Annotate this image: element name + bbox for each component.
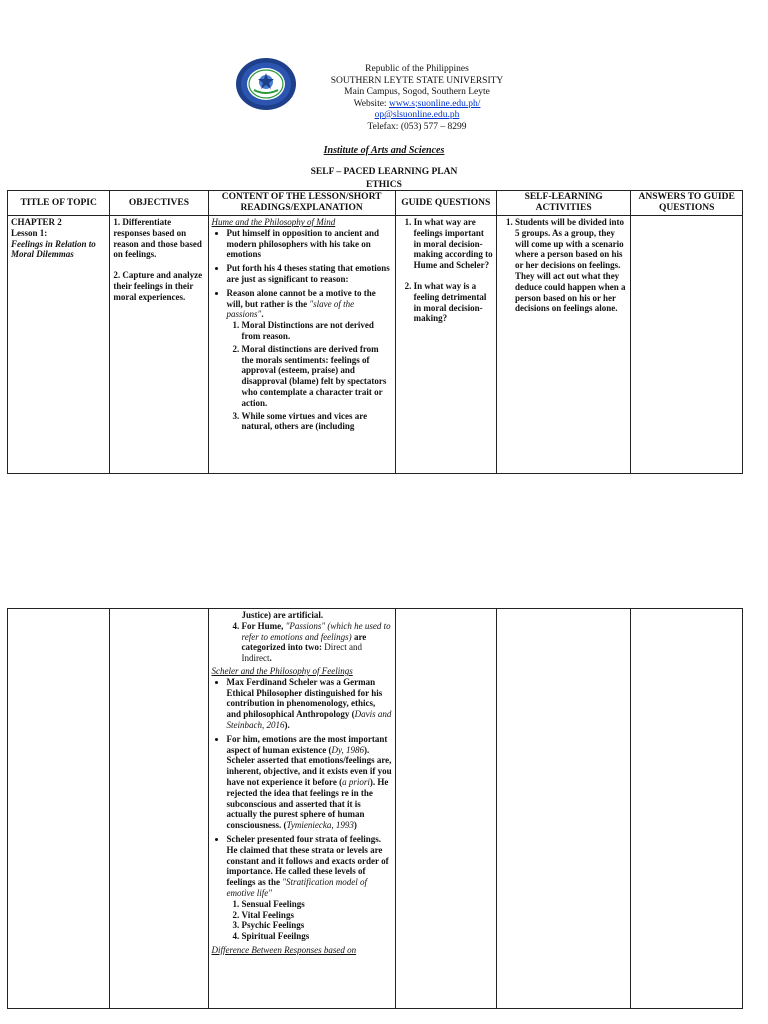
header-content: CONTENT OF THE LESSON/SHORT READINGS/EXPLANATION xyxy=(208,191,395,216)
thesis-quote: "Passions" (which he used to refer to emotions and feelings) xyxy=(241,620,391,642)
strata-list xyxy=(227,899,392,942)
university-name: SOUTHERN LEYTE STATE UNIVERSITY xyxy=(330,75,504,86)
citation: Dy, 1986 xyxy=(331,744,365,755)
objectives-cell xyxy=(110,216,208,474)
continued-text: Justice) are artificial. xyxy=(241,610,324,620)
list-item xyxy=(227,288,392,432)
topic-cell xyxy=(8,216,110,474)
learning-plan-table xyxy=(7,190,743,474)
section-heading-hume: Hume and the Philosophy of Mind xyxy=(211,217,336,227)
bullet-text: Reason alone cannot be a motive to the will, but rather is the xyxy=(226,287,376,309)
institute-name: Institute of Arts and Sciences xyxy=(323,145,445,156)
activities-list xyxy=(500,217,627,314)
activities-cell xyxy=(496,216,630,474)
section-heading-scheler: Scheler and the Philosophy of Feelings xyxy=(211,665,353,676)
citation: Davis and Steinbach, 2016 xyxy=(226,709,392,730)
guide-questions-cell-empty xyxy=(395,609,496,1009)
objectives-cell-empty xyxy=(110,609,208,1009)
thesis-text: For Hume, xyxy=(241,620,286,631)
list-item: 2. Vital Feelings xyxy=(242,910,392,921)
lesson-title: Feelings in Relation to Moral Dilemmas xyxy=(11,238,96,260)
plan-title xyxy=(0,166,768,191)
list-item: 2. In what way is a feeling detrimental in moral decision-making? xyxy=(414,281,493,324)
thesis-end: . xyxy=(269,653,272,664)
bullet-text: Max Ferdinand Scheler was a German Ethical Philosopher distinguished for his contribution in phenomenology, ethics, and philosophical Anthropology ( xyxy=(226,676,383,720)
list-item xyxy=(242,621,392,664)
list-item: 3. Psychic Feelings xyxy=(242,920,392,931)
guide-questions-cell xyxy=(395,216,496,474)
topic-cell-empty xyxy=(8,609,110,1009)
objective-item: 1. Differentiate responses based on reason and those based on feelings. xyxy=(113,217,202,260)
answers-cell xyxy=(631,216,743,474)
telefax-line: Telefax: (053) 577 – 8299 xyxy=(367,121,467,132)
list-item: 1. In what way are feelings important in moral decision-making according to Hume and Scheler? xyxy=(414,217,493,271)
bullet-text: Scheler presented four strata of feelings. He claimed that these strata or levels are constant and it follows and exacts order of importance. He called these levels of feelings as the xyxy=(226,833,389,888)
list-item: 3. While some virtues and vices are natural, others are (including xyxy=(242,411,392,433)
thesis-text: are categorized into two: xyxy=(241,631,367,653)
list-item: 1. Sensual Feelings xyxy=(242,899,392,910)
section-heading-difference: Difference Between Responses based on xyxy=(211,944,357,955)
thesis-categories: Direct and Indirect xyxy=(241,642,362,664)
header-answers: ANSWERS TO GUIDE QUESTIONS xyxy=(631,191,743,216)
answers-cell-empty xyxy=(631,609,743,1009)
header-activities: SELF-LEARNING ACTIVITIES xyxy=(496,191,630,216)
bullet-text: ). He rejected the idea that feelings re in the subconscious and asserted that it is actually the purest sphere of human consciousness. ( xyxy=(226,776,389,831)
list-item xyxy=(227,834,392,942)
list-item: 4. Spiritual Feeilngs xyxy=(242,931,392,942)
header-title-of-topic: TITLE OF TOPIC xyxy=(8,191,110,216)
website-line xyxy=(302,99,532,111)
bullet-text-end: . xyxy=(261,309,264,320)
hume-theses-list xyxy=(227,320,392,432)
website-link[interactable]: www.s;suonline.edu.ph/ xyxy=(388,98,481,109)
list-item: 1. Students will be divided into 5 groups. As a group, they will come up with a scenario where a person based on his or her decisions on feelings. They will act out what they deduce could happen when a person based on his or her decisions on feelings alone. xyxy=(515,217,627,314)
scheler-bullet-list xyxy=(212,677,392,942)
list-item: 1. Moral Distinctions are not derived from reason. xyxy=(242,320,392,342)
list-item xyxy=(227,734,392,831)
country-line: Republic of the Philippines xyxy=(365,64,469,74)
bullet-text-end: ) xyxy=(353,820,357,831)
email-link[interactable]: op@slsuonline.edu.ph xyxy=(374,110,460,120)
content-cell xyxy=(208,216,395,474)
university-seal-logo xyxy=(232,56,296,112)
list-item: • Put himself in opposition to ancient and modern philosophers with his take on emotions xyxy=(227,228,392,260)
objective-item: 2. Capture and analyze their feelings in their moral experiences. xyxy=(113,270,203,302)
model-name: "Stratification model of emotive life" xyxy=(226,877,368,898)
list-item xyxy=(227,677,392,731)
hume-theses-list-continued xyxy=(212,621,392,664)
bullet-quote: "slave of the passions" xyxy=(226,298,355,320)
letterhead-text xyxy=(302,64,532,133)
bullet-text: For him, emotions are the most important aspect of human existence ( xyxy=(226,733,388,755)
hume-bullet-list xyxy=(212,228,392,432)
chapter-label: CHAPTER 2 xyxy=(11,217,62,227)
list-item: • Put forth his 4 theses stating that emotions are just as significant to reason: xyxy=(227,263,392,285)
citation: Tymieniecka, 1993 xyxy=(286,820,354,831)
subject-line: ETHICS xyxy=(366,179,402,190)
latin-term: a priori xyxy=(342,776,370,787)
campus-line: Main Campus, Sogod, Southern Leyte xyxy=(344,87,490,97)
bullet-text: ). Scheler asserted that emotions/feelings are, inherent, objective, and it exists even if you have not experience it before ( xyxy=(226,744,392,787)
header-guide-questions: GUIDE QUESTIONS xyxy=(395,191,496,216)
list-item: 2. Moral distinctions are derived from the morals sentiments: feelings of approval (esteem, praise) and disapproval (blame) felt by spectators who contemplate a character trait or action. xyxy=(242,344,392,409)
learning-plan-table-continued xyxy=(7,608,743,1009)
website-label: Website: xyxy=(353,98,387,109)
bullet-text-end: ). xyxy=(284,719,290,730)
table-row xyxy=(8,216,743,474)
guide-questions-list xyxy=(399,217,493,324)
header-objectives: OBJECTIVES xyxy=(110,191,208,216)
plan-title-line: SELF – PACED LEARNING PLAN xyxy=(310,167,458,177)
lesson-label: Lesson 1: xyxy=(11,227,48,238)
content-cell-continued xyxy=(208,609,395,1009)
table-row xyxy=(8,609,743,1009)
activities-cell-empty xyxy=(496,609,630,1009)
letterhead xyxy=(232,56,532,134)
table-header-row xyxy=(8,191,743,216)
